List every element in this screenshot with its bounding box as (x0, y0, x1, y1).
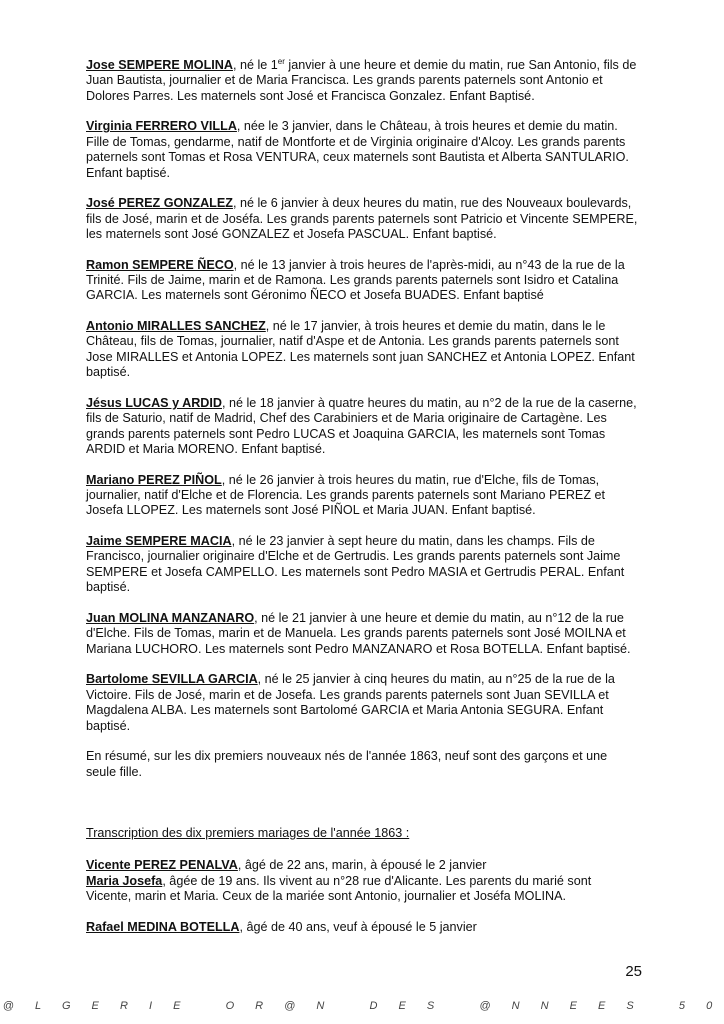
marriage-entry-groom (86, 858, 638, 873)
ordinal-suffix: er (277, 56, 285, 66)
summary-paragraph: En résumé, sur les dix premiers nouveaux nés de l'année 1863, neuf sont des garçons et une seule fille. (86, 749, 608, 779)
entry-text: , né le 1 (232, 58, 278, 72)
page-number: 25 (625, 963, 642, 980)
spouse-name: Maria Josefa (86, 873, 163, 888)
birth-entry (86, 611, 638, 657)
birth-entry (86, 119, 638, 181)
entry-text: , né le 18 janvier à quatre heures du matin, au n°2 de la rue de la caserne, fils de Saturio, natif de Madrid, Chef des Carabiniers et de Maria originaire de Cartagène. Les grands parents paternels sont Pedro LUCAS et Joaquina GARCIA, les maternels sont Tomas ARDID et Maria MORENO. Enfant baptisé. (86, 395, 637, 457)
birth-entry (86, 196, 638, 242)
birth-entry (86, 396, 638, 458)
birth-entry (86, 473, 638, 519)
entry-text: , né le 13 janvier à trois heures de l'après-midi, au n°43 de la rue de la Trinité. Fils de Jaime, marin et de Ramona. Les grands parents paternels sont Isidro et Catalina GARCIA. Les maternels sont Géronimo ÑECO et Josefa BUADES. Enfant baptisé (86, 257, 625, 303)
entry-text: , né le 26 janvier à trois heures du matin, rue d'Elche, fils de Tomas, journalier, natif d'Elche et de Florencia. Les grands parents paternels sont Mariano PEREZ et Josefa LLOPEZ. Les maternels sont José PIÑOL et Maria JUAN. Enfant baptisé. (86, 472, 606, 518)
child-name: Mariano PEREZ PIÑOL (86, 472, 222, 487)
spouse-name: Rafael MEDINA BOTELLA (86, 919, 240, 934)
child-name: Virginia FERRERO VILLA (86, 119, 237, 134)
entry-text: , née le 3 janvier, dans le Château, à trois heures et demie du matin. Fille de Tomas, gendarme, natif de Montforte et de Virginia originaire d'Alcoy. Les grands parents paternels sont Tomas et Rosa VENTURA, ceux maternels sont Bautista et Alberta SANTULARIO. Enfant baptisé. (86, 119, 629, 180)
entry-text: , né le 21 janvier à une heure et demie du matin, au n°12 de la rue d'Elche. Fils de Tomas, marin et de Manuela. Les grands parents paternels sont José MOILNA et Mariana LUCHORO. Les maternels sont Pedro MANZANARO et Rosa BOTELLA. Enfant baptisé. (86, 610, 631, 656)
entry-text: janvier à une heure et demie du matin, rue San Antonio, fils de Juan Bautista, journalier et de Maria Francisca. Les grands parents paternels sont Antonio et Dolores Parres. Les maternels sont José et Francisca Gonzalez. Enfant Baptisé. (86, 58, 637, 103)
birth-entry (86, 258, 638, 304)
page-footer: @ L G E R I E O R @ N D E S @ N N E E S 5 0 (2, 1000, 722, 1012)
marriage-entry-groom (86, 920, 638, 935)
entry-text: , né le 25 janvier à cinq heures du matin, au n°25 de la rue de la Victoire. Fils de José, marin et de Josefa. Les grands parents paternels sont Juan SEVILLA et Magdalena ALBA. Les maternels sont Bartolomé GARCIA et Maria Antonia SEGURA. Enfant baptisé. (86, 672, 615, 733)
birth-entry (86, 58, 638, 104)
child-name: José PEREZ GONZALEZ (86, 196, 233, 211)
birth-entry (86, 319, 638, 381)
child-name: Jose SEMPERE MOLINA (86, 58, 233, 72)
marriage-entry-bride (86, 874, 638, 905)
spouse-name: Vicente PEREZ PENALVA (86, 858, 238, 873)
child-name: Juan MOLINA MANZANARO (86, 610, 255, 625)
child-name: Bartolome SEVILLA GARCIA (86, 672, 258, 687)
entry-text: , âgée de 19 ans. Ils vivent au n°28 rue d'Alicante. Les parents du marié sont Vicente, marin et Maria. Ceux de la mariée sont Antonio, journalier et Joséfa MOLINA. (86, 873, 592, 904)
entry-text: , né le 23 janvier à sept heure du matin, dans les champs. Fils de Francisco, journalier originaire d'Elche et de Gertrudis. Les grands parents paternels sont Jaime SEMPERE et Josefa CAMPELLO. Les maternels sont Pedro MASIA et Gertrudis PERAL. Enfant baptisé. (86, 534, 625, 595)
page-content (86, 58, 638, 950)
child-name: Antonio MIRALLES SANCHEZ (86, 319, 266, 334)
birth-entry (86, 534, 638, 596)
birth-entry (86, 672, 638, 734)
entry-text: , né le 17 janvier, à trois heures et demie du matin, dans le le Château, fils de Tomas, journalier, natif d'Aspe et de Antonia. Les grands parents paternels sont Jose MIRALLES et Antonia LOPEZ. Les maternels sont juan SANCHEZ et Antonia LOPEZ. Enfant baptisé. (86, 319, 635, 380)
child-name: Ramon SEMPERE ÑECO (86, 257, 234, 272)
entry-text: , né le 6 janvier à deux heures du matin, rue des Nouveaux boulevards, fils de José, marin et de Joséfa. Les grands parents paternels sont Patricio et Vincente SEMPERE, les maternels sont José GONZALEZ et Josefa PASCUAL. Enfant baptisé. (86, 196, 638, 242)
marriages-section-title: Transcription des dix premiers mariages de l'année 1863 : (86, 825, 410, 840)
entry-text: , âgé de 40 ans, veuf à épousé le 5 janvier (239, 919, 477, 934)
entry-text: , âgé de 22 ans, marin, à épousé le 2 janvier (237, 858, 487, 873)
child-name: Jaime SEMPERE MACIA (86, 534, 232, 549)
child-name: Jésus LUCAS y ARDID (86, 395, 222, 410)
